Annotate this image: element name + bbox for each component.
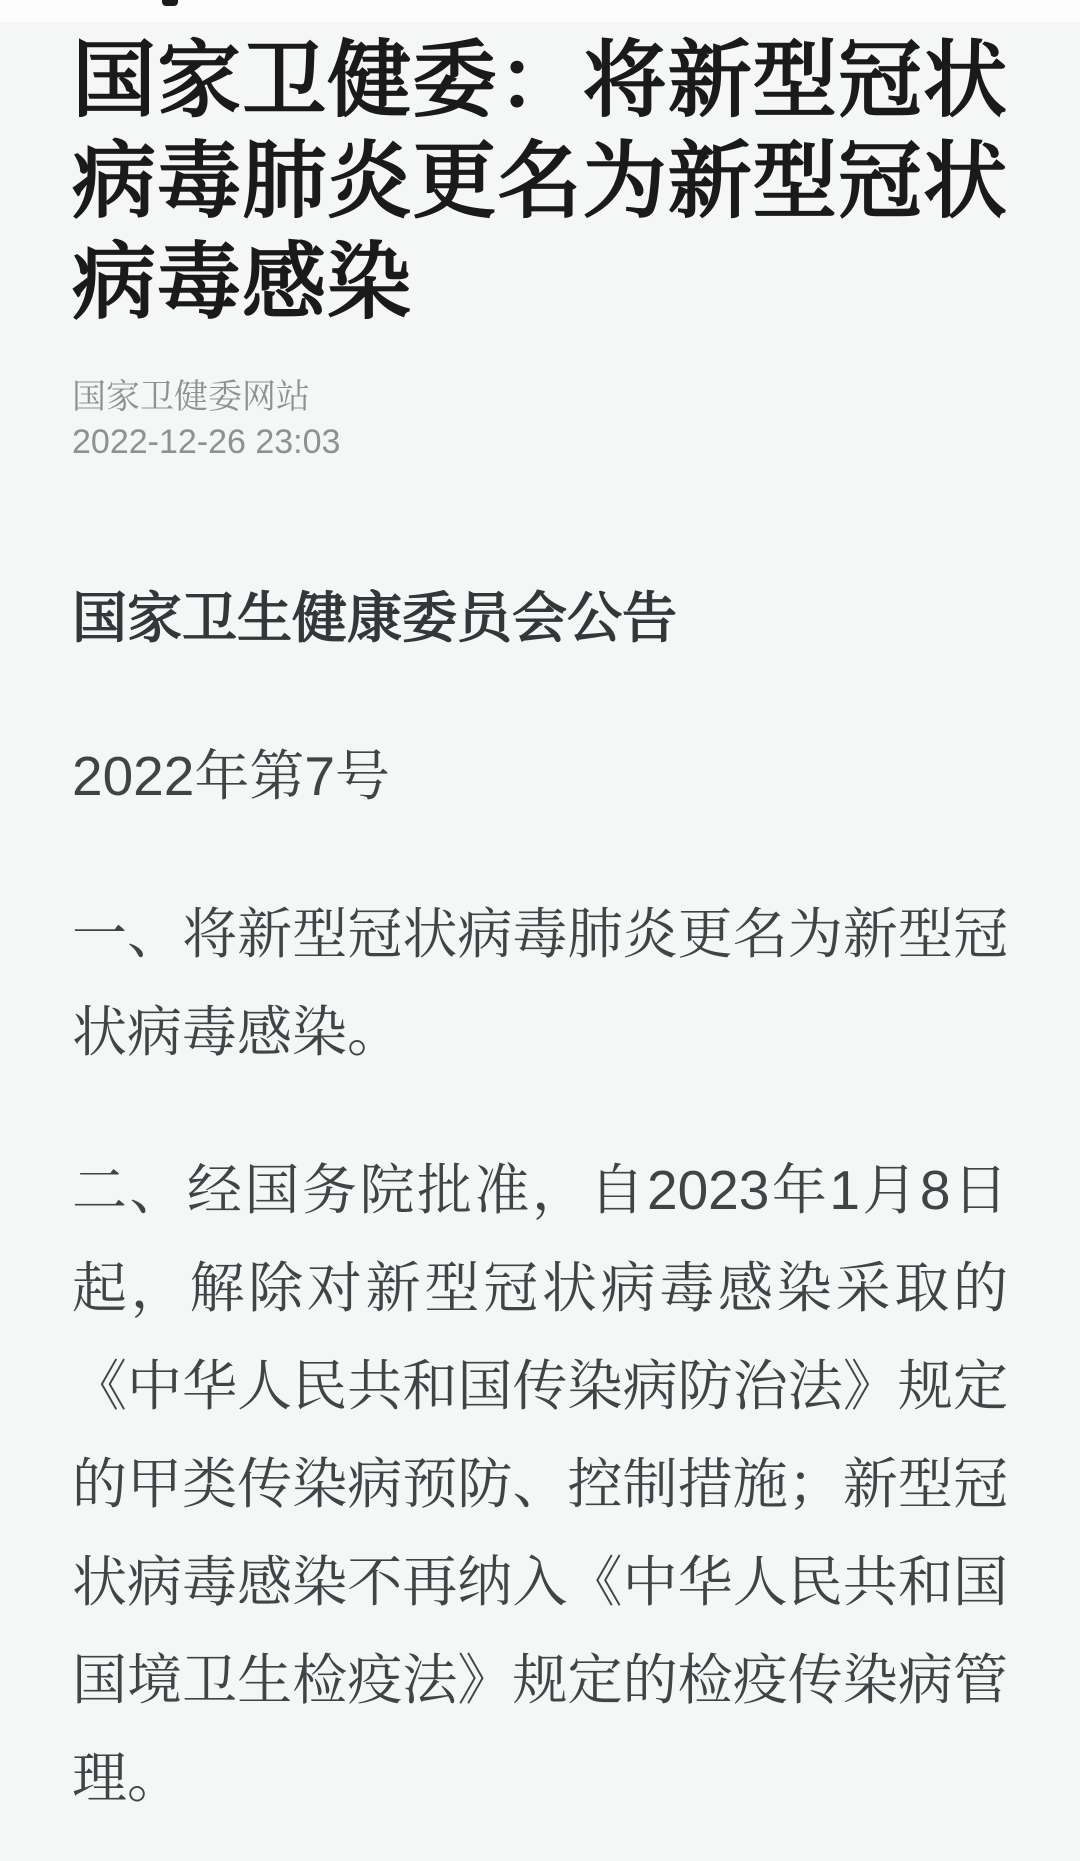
announcement-item-1: 一、将新型冠状病毒肺炎更名为新型冠状病毒感染。	[72, 903, 1008, 1063]
top-strip	[0, 0, 1080, 22]
article-body	[72, 569, 1008, 1827]
article-title: 国家卫健委：将新型冠状病毒肺炎更名为新型冠状病毒感染	[72, 33, 1008, 329]
article-meta	[72, 375, 1008, 465]
announcement-item-2: 二、经国务院批准，自2023年1月8日起，解除对新型冠状病毒感染采取的《中华人民共和国传染病防治法》规定的甲类传染病预防、控制措施；新型冠状病毒感染不再纳入《中华人民共和国国境卫生检疫法》规定的检疫传染病管理。	[72, 1159, 1008, 1809]
announcement-doc-number: 2022年第7号	[72, 745, 390, 807]
article-content	[0, 30, 1080, 1827]
article-publish-time: 2022-12-26 23:03	[72, 423, 341, 461]
clipped-text-remnant	[162, 0, 178, 6]
announcement-heading: 国家卫生健康委员会公告	[72, 587, 678, 649]
article-source: 国家卫健委网站	[72, 378, 310, 416]
